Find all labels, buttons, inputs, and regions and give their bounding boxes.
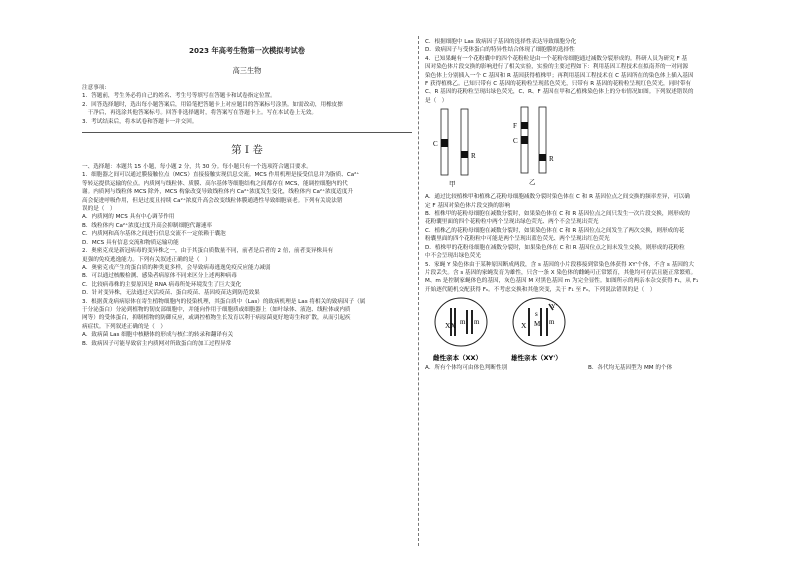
- right-column: [425, 38, 751, 373]
- option-a: A．致病菌 Las 细胞中核糖体的形成与核仁的转录和翻译有关: [82, 332, 234, 339]
- option-d: D．针对变异株，无法通过灭活疫苗、蛋白疫苗、基因疫苗达到防范效果: [82, 290, 260, 297]
- divider-line: [82, 132, 412, 133]
- question-text: 更强的免疫逃逸能力。下列有关叙述正确的是（ ）: [82, 256, 211, 263]
- notes-line: 2．回答选择题时，选出每小题答案后，用铅笔把答题卡上对应题目的答案标号涂黑。如需改动，用橡皮擦: [82, 101, 343, 108]
- column-divider: [418, 36, 419, 546]
- chromosome-diagram: [425, 105, 751, 193]
- question-1: [82, 171, 412, 247]
- exam-subtitle: 高三生物: [232, 66, 262, 75]
- option-b-cont: 花粉囊里面的四个花粉粒中两个呈现出绿色荧光、两个不会呈现出荧光: [425, 219, 599, 226]
- gene-f-band: [521, 122, 528, 129]
- question-text: 片段丢失。含 s 基因的家蝇发育为雄性，只含一条 X 染色体的雌蝇可正常繁育，其他均可存活且能正常繁殖。: [425, 269, 697, 276]
- x-label: X: [521, 321, 527, 331]
- question-text: 染色体上分别插入一个 C 基因和 R 基因获得植株甲；再利用基因工程技术在 C 基因所在的染色体上插入基因: [425, 72, 694, 79]
- option-a: A．奥密克戎产生的蛋白质的种类更多样，会导致病毒逃逸免疫反应能力减弱: [82, 264, 271, 271]
- question-text: 是（ ）: [425, 97, 448, 104]
- option-a: A．通过比较植株甲和植株乙花粉母细胞减数分裂时染色体在 C 和 R 基因位点之间交换的频率差异，可以确: [425, 194, 690, 201]
- question-text: 1．细胞器之间可以通过膜接触位点（MCS）直接接触实现信息交流。MCS 作用机理是接受信息并为脂质、Ca²⁺: [82, 172, 360, 179]
- volume-title: 第 I 卷: [231, 144, 263, 157]
- chromosome-bar: [539, 107, 546, 173]
- gene-c-band: [441, 139, 448, 147]
- male-caption: 雄性亲本（XY'）: [511, 354, 562, 363]
- chromosome-figure: [425, 105, 751, 193]
- gene-r-band: [461, 151, 468, 158]
- exam-title: 2023 年高考生物第一次模拟考试卷: [189, 46, 305, 55]
- plant-b-label: 乙: [529, 178, 536, 187]
- option-b: B．植株甲的花粉母细胞在减数分裂时，如果染色体在 C 和 R 基因位点之间只发生一次片段交换，则形成的: [425, 211, 690, 218]
- m-label: m: [474, 318, 480, 327]
- question-5: [425, 261, 751, 373]
- plant-a-label: 甲: [449, 180, 456, 189]
- option-d: D．植株甲的花粉母细胞在减数分裂时，如果染色体在 C 和 R 基因位点之间未发生交换，则形成的花粉粒: [425, 244, 685, 251]
- notes-line: 1．答题前，考生务必将自己的姓名、考生号等填写在答题卡和试卷指定位置。: [82, 93, 276, 100]
- question-text: 病症状。下列叙述正确的是（ ）: [82, 323, 166, 330]
- question-text: 开始逐代随机交配获得 Fₙ。不考虑交换和其他突变，关于 F₁ 至 Fₙ，下列说法错误的是（ ）: [425, 286, 656, 293]
- gene-r-label: R: [471, 152, 476, 161]
- question-text: M、m 是控制家蝇体色的基因，灰色基因 M 对黑色基因 m 为完全显性。如图所示的两亲本杂交获得 F₁，从 F₁: [425, 278, 699, 285]
- gene-c-band: [521, 136, 528, 144]
- question-text: 5．家蝇 Y 染色体由于某种原因断成两段，含 s 基因的小片段移接到常染色体获得 XY'个体，不含 s 基因的大: [425, 261, 694, 268]
- m-label: m: [549, 318, 555, 327]
- question-text: 高会促进呼吸作用，但是过度且持续 Ca²⁺浓度升高会改变线粒体膜通透性导致细胞衰老。下列有关说法错: [82, 197, 343, 204]
- male-parent-cell: [511, 298, 565, 362]
- question-text: 于分泌蛋白）分泌到植物的韧皮部细胞中，并能向作用于细胞质或细胞器上（如叶绿体、液泡、线粒体或内质: [82, 306, 351, 313]
- question-3: [82, 298, 412, 348]
- parent-cells-diagram: [425, 294, 751, 364]
- question-text: 等转运提供运输的位点。内质网与线粒体、质膜、高尔基体等细胞结构之间都存在 MCS，能调控细胞内的代: [82, 180, 348, 187]
- gene-c-label: C: [433, 140, 438, 149]
- question-text: F 获得植株乙。已知只带有 C 基因的花粉粒呈现蓝色荧光，只带有 R 基因的花粉粒呈现红色荧光，同时带有: [425, 81, 692, 88]
- notes-heading: 注意事项:: [82, 85, 107, 91]
- chromosome-bar: [461, 109, 468, 175]
- option-d-cont: 中不会呈现出绿色荧光: [425, 253, 481, 260]
- question-text: 谢。内质网与线粒体 MCS 除外，MCS 构象改变导致线粒体内 Ca²⁺浓度发生变化，线粒体内 Ca²⁺浓度适度升: [82, 189, 354, 196]
- yprime-label: Y': [551, 303, 557, 311]
- female-parent-cell: [432, 298, 487, 362]
- s-label: s: [535, 310, 538, 319]
- gene-r-label: R: [549, 155, 554, 164]
- option-c: C．植株乙的花粉母细胞在减数分裂时，如果染色体在 C 和 R 基因位点之间发生了两次交换，则形成的花: [425, 227, 685, 234]
- option-a-cont: 定 F 基因对染色体片段交换的影响: [425, 202, 511, 209]
- left-column: [82, 40, 412, 348]
- q5-options-row: [425, 364, 751, 372]
- gene-r-band: [539, 154, 546, 161]
- question-text: 误的是（ ）: [82, 206, 116, 213]
- option-b: B．各代均无基因型为 MM 的个体: [588, 365, 673, 372]
- plant-b-chromosomes: [513, 107, 554, 186]
- question-text: 3．根据黄龙病病原体在寄生植物细胞内的侵染机理，其蛋白质中（Las）的致病机理是 Las 将相关的致病因子（属: [82, 298, 366, 305]
- plant-a-chromosomes: [433, 109, 476, 188]
- big-m-label: M: [534, 320, 541, 329]
- option-c: C．根据细胞中 Las 致病因子基因的选择性表达导致细胞分化: [425, 39, 577, 45]
- gene-c-label: C: [513, 137, 518, 146]
- question-text: 因对染色体片段交换的影响进行了相关实验，实验的主要过程如下：利用基因工程技术在拟南芥的一对同源: [425, 64, 688, 71]
- female-caption: 雌性亲本（XX）: [433, 354, 483, 363]
- question-text: 2．奥密克戎是新冠病毒的变异株之一，由于其蛋白质数量不同，前者是后者的 2 倍，前者变异株具有: [82, 248, 334, 255]
- question-2: [82, 247, 412, 297]
- gene-f-label: F: [513, 122, 517, 131]
- question-4: [425, 55, 751, 261]
- xx-label: XX: [445, 321, 456, 331]
- question-text: C、R 基因的花粉粒呈现出绿色荧光，C、R、F 基因在甲和乙植株染色体上的分布情况如图。下列叙述错误的: [425, 89, 694, 96]
- option-b: B．线粒体内 Ca²⁺浓度过度升高会抑制细胞代谢速率: [82, 222, 213, 229]
- option-d: D．致病因子与受体蛋白的特异性结合体现了细胞膜的选择性: [425, 47, 575, 54]
- section-heading: 一、选择题：本题共 15 小题，每小题 2 分，共 30 分。每小题只有一个选项符合题目要求。: [82, 164, 312, 171]
- notes-line: 干净后，再选涂其他答案标号。回答非选择题时，将答案写在答题卡上。写在本试卷上无效。: [82, 110, 317, 117]
- option-c-cont: 粉囊里面的四个花粉粒中可能是两个呈现出蓝色荧光、两个呈现出红色荧光: [425, 236, 610, 243]
- notes-line: 3．考试结束后，将本试卷和答题卡一并交回。: [82, 118, 198, 125]
- option-b: B．致病因子可能导致宿主内质网对所致蛋白的加工过程异常: [82, 340, 232, 347]
- option-a: A．内质网的 MCS 具有中心调节作用: [82, 214, 175, 221]
- option-b: B．可以通过核酸检测、感染者病原体不同来区分上述两种病毒: [82, 273, 237, 280]
- m-label: m: [460, 318, 466, 327]
- option-c: C．比较病毒株的主要原因是 RNA 病毒所处环境发生了巨大变化: [82, 281, 242, 288]
- question-text: 4．已知果蝇有一个花粉囊中的四个花粉粒是由一个花粉母细胞通过减数分裂形成的。科研人员为研究 F 基: [425, 55, 688, 62]
- option-c: C．内质网和高尔基体之间进行信息交流不一定依赖于囊泡: [82, 231, 226, 238]
- option-d: D．MCS 具有信息交流和物质运输功能: [82, 239, 179, 246]
- parent-cell-figure: [425, 294, 751, 364]
- question-text: 网等）的受体蛋白，抑制植物的防御反应，或调控植物生长发育以利于病原菌更好地寄生和扩散，从而引起疾: [82, 315, 351, 322]
- option-a: A．所有个体均可由体色判断性别: [425, 365, 508, 372]
